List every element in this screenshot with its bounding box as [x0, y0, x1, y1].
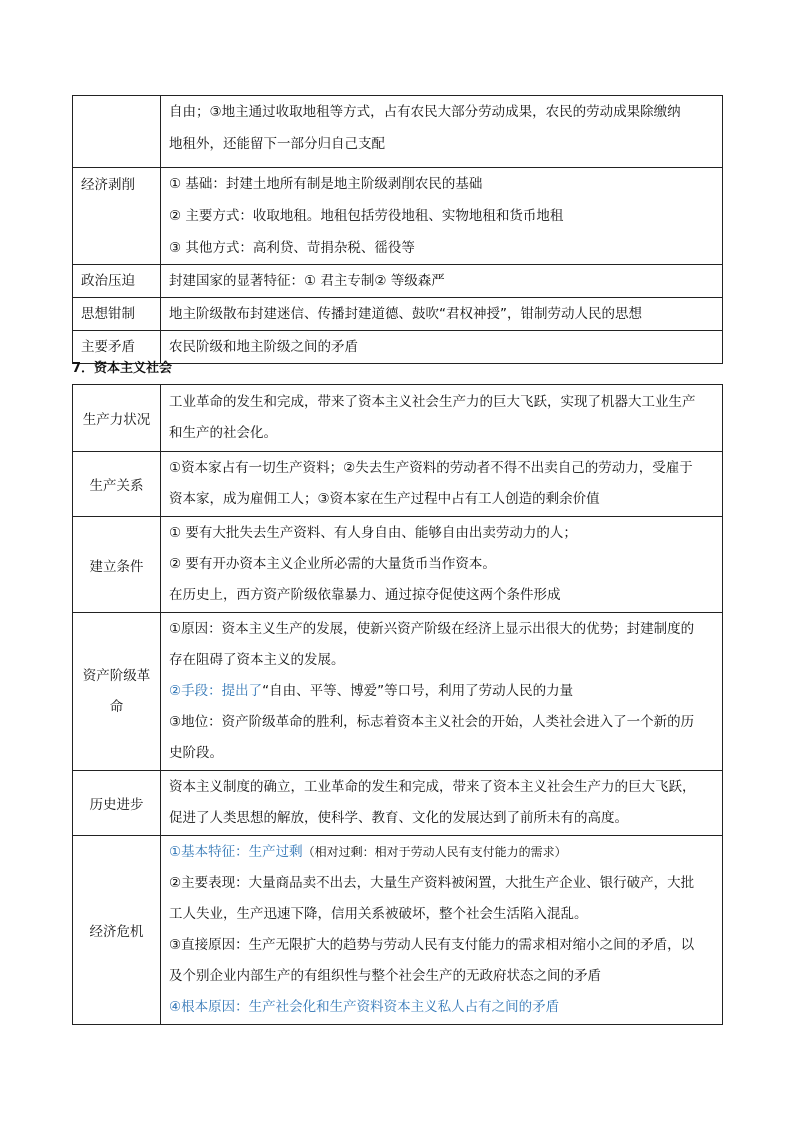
- table-row: [73, 836, 723, 1025]
- text-line: 资本主义制度的确立，工业革命的发生和完成，带来了资本主义社会生产力的巨大飞跃，: [169, 779, 696, 795]
- row-label: [73, 265, 161, 298]
- text-line: 工人失业，生产迅速下降，信用关系被破坏，整个社会生活陷入混乱。: [169, 906, 588, 922]
- capitalist-society-table: [72, 384, 723, 1025]
- label-text: 主要矛盾: [81, 339, 135, 355]
- row-content: [161, 771, 723, 836]
- text-line: ②主要表现：大量商品卖不出去，大量生产资料被闲置，大批生产企业、银行破产，大批: [169, 875, 695, 891]
- text-line: ① 要有大批失去生产资料、有人身自由、能够自由出卖劳动力的人；: [169, 525, 577, 541]
- table-row: [73, 517, 723, 613]
- text-line: 及个别企业内部生产的有组织性与整个社会生产的无政府状态之间的矛盾: [169, 968, 601, 984]
- row-content: [161, 517, 723, 613]
- row-label: 经济危机: [73, 836, 161, 1025]
- text-line: 农民阶级和地主阶级之间的矛盾: [169, 339, 358, 355]
- text-line: 地租外，还能留下一部分归自己支配: [169, 136, 385, 152]
- section-heading: 7．资本主义社会: [72, 361, 173, 376]
- text-line: 封建国家的显著特征：① 君主专制② 等级森严: [169, 273, 445, 289]
- row-label: 生产关系: [73, 452, 161, 517]
- row-content: [161, 385, 723, 452]
- label-text: 政治压迫: [81, 273, 135, 289]
- text-line: ①原因：资本主义生产的发展，使新兴资产阶级在经济上显示出很大的优势；封建制度的: [169, 621, 695, 637]
- row-content: [161, 168, 723, 265]
- text-line: 存在阻碍了资本主义的发展。: [169, 652, 345, 668]
- row-label: [73, 298, 161, 331]
- row-label: 生产力状况: [73, 385, 161, 452]
- text-line: 工业革命的发生和完成，带来了资本主义社会生产力的巨大飞跃，实现了机器大工业生产: [169, 394, 696, 410]
- text-line: 史阶段。: [169, 745, 223, 761]
- label-text: 资产阶级革: [82, 667, 151, 684]
- row-label: 建立条件: [73, 517, 161, 613]
- text-line: 地主阶级散布封建迷信、传播封建道德、鼓吹“君权神授”，钳制劳动人民的思想: [169, 306, 642, 322]
- row-content: [161, 96, 723, 168]
- table-row: [73, 168, 723, 265]
- row-label: 历史进步: [73, 771, 161, 836]
- table-row: [73, 385, 723, 452]
- table-row: [73, 298, 723, 331]
- text-line: ③ 其他方式：高利贷、苛捐杂税、徭役等: [169, 240, 415, 256]
- text-line: 促进了人类思想的解放，使科学、教育、文化的发展达到了前所未有的高度。: [169, 810, 628, 826]
- text-line: ③直接原因：生产无限扩大的趋势与劳动人民有支付能力的需求相对缩小之间的矛盾，以: [169, 937, 695, 953]
- row-content: [161, 265, 723, 298]
- text-line: 自由；③地主通过收取地租等方式，占有农民大部分劳动成果，农民的劳动成果除缴纳: [169, 104, 681, 120]
- row-content: [161, 331, 723, 364]
- text-line: ③地位：资产阶级革命的胜利，标志着资本主义社会的开始，人类社会进入了一个新的历: [169, 714, 695, 730]
- text-line: 在历史上，西方资产阶级依靠暴力、通过掠夺促使这两个条件形成: [169, 587, 561, 603]
- text-line: ② 要有开办资本主义企业所必需的大量货币当作资本。: [169, 556, 496, 572]
- text-line: [169, 676, 716, 707]
- row-content: [161, 836, 723, 1025]
- row-content: [161, 298, 723, 331]
- row-content: [161, 613, 723, 771]
- highlight-text: ①基本特征：生产过剩: [169, 844, 303, 860]
- label-text: 命: [109, 698, 124, 715]
- row-content: [161, 452, 723, 517]
- row-label: [73, 168, 161, 265]
- text-line: ①资本家占有一切生产资料；②失去生产资料的劳动者不得不出卖自己的劳动力，受雇于: [169, 460, 693, 476]
- highlight-text: ②手段：提出了: [169, 683, 263, 699]
- text-line: 和生产的社会化。: [169, 425, 277, 441]
- text-span: “自由、平等、博爱”等口号，利用了劳动人民的力量: [262, 683, 574, 699]
- feudal-society-table: [72, 95, 723, 364]
- label-text: 思想钳制: [81, 306, 135, 322]
- text-line: 资本家，成为雇佣工人；③资本家在生产过程中占有工人创造的剩余价值: [169, 491, 600, 507]
- highlight-text: ④根本原因：生产社会化和生产资料资本主义私人占有之间的矛盾: [169, 999, 560, 1015]
- text-line: ① 基础：封建土地所有制是地主阶级剥削农民的基础: [169, 176, 483, 192]
- text-line: ② 主要方式：收取地租。地租包括劳役地租、实物地租和货币地租: [169, 208, 564, 224]
- row-label: [73, 96, 161, 168]
- text-line: [169, 837, 716, 868]
- table-row: [73, 452, 723, 517]
- label-text: 经济剥削: [81, 177, 135, 193]
- table-row: [73, 265, 723, 298]
- note-text: （相对过剩：相对于劳动人民有支付能力的需求）: [302, 845, 567, 859]
- table-row: [73, 96, 723, 168]
- table-row: [73, 613, 723, 771]
- row-label: [73, 613, 161, 771]
- table-row: [73, 771, 723, 836]
